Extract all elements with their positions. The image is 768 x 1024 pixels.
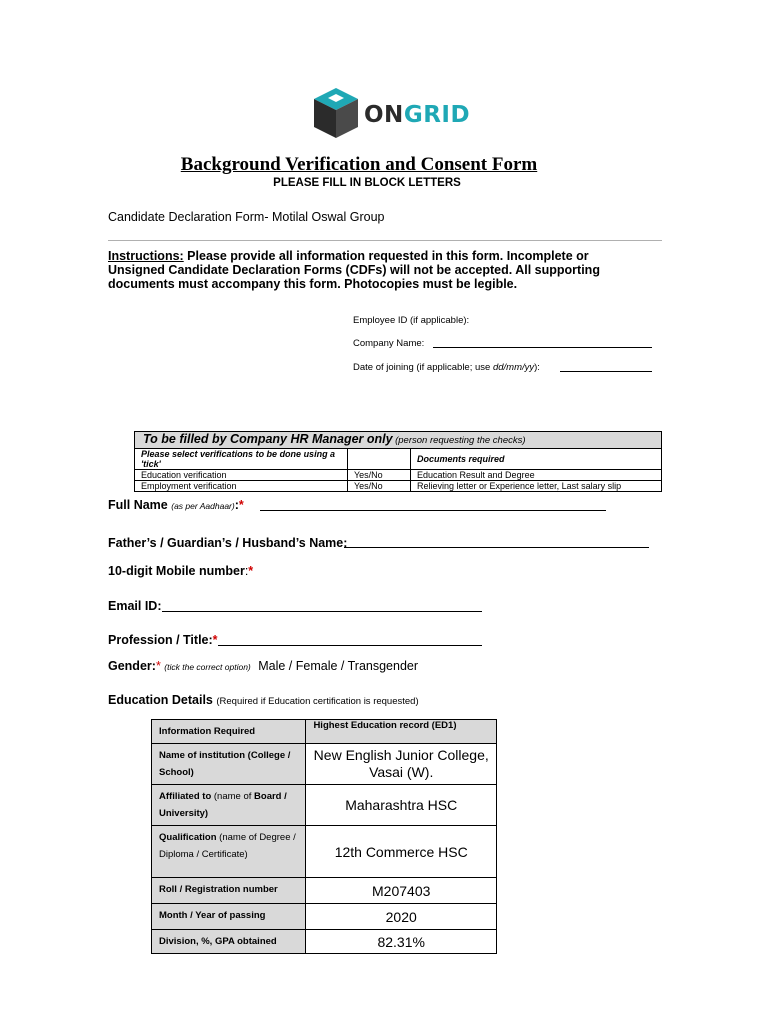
- hr-table-title: To be filled by Company HR Manager only (person requesting the checks): [135, 432, 662, 449]
- divider: [108, 240, 662, 241]
- edu-label-passing: Month / Year of passing: [152, 904, 306, 930]
- edu-label-roll: Roll / Registration number: [152, 878, 306, 904]
- form-name: Candidate Declaration Form- Motilal Oswal Group: [108, 210, 385, 224]
- father-name-field[interactable]: [344, 547, 649, 548]
- edu-label-qualification: Qualification (name of Degree / Diploma / Certificate): [152, 826, 306, 878]
- instructions: [108, 249, 648, 291]
- edu-value-division: 82.31%: [306, 930, 497, 954]
- hr-verification-table: To be filled by Company HR Manager only (person requesting the checks) Please select verifications to be done using a 'tick' Documents required Education verification Yes/No Education Result and Degree Employment verification Yes/No Relieving letter or Experience letter, Last salary slip: [134, 431, 662, 492]
- profession-field[interactable]: [218, 645, 482, 646]
- gender-row: Gender:* (tick the correct option) Male / Female / Transgender: [108, 659, 419, 673]
- page-title: Background Verification and Consent Form: [180, 154, 538, 175]
- edu-value-qualification: 12th Commerce HSC: [306, 826, 497, 878]
- mobile-label: 10-digit Mobile number:*: [108, 564, 254, 578]
- full-name-field[interactable]: [260, 510, 606, 511]
- date-of-joining-label: Date of joining (if applicable; use dd/mm/yy):: [353, 362, 540, 373]
- gender-options[interactable]: Male / Female / Transgender: [258, 659, 419, 673]
- employee-id-label: Employee ID (if applicable):: [353, 315, 470, 326]
- logo-wordmark: ONGRID: [364, 102, 471, 128]
- hr-table-row: Education verification: [135, 470, 348, 481]
- cube-logo-icon: [312, 86, 360, 140]
- email-label: Email ID:: [108, 599, 162, 613]
- father-name-label: Father’s / Guardian’s / Husband’s Name:: [108, 536, 348, 550]
- col-header-info: Information Required: [152, 720, 306, 744]
- edu-value-roll: M207403: [306, 878, 497, 904]
- edu-label-division: Division, %, GPA obtained: [152, 930, 306, 954]
- company-name-field[interactable]: [433, 347, 652, 348]
- full-name-label: Full Name (as per Aadhaar):*: [108, 498, 244, 512]
- instructions-label: Instructions:: [108, 249, 184, 263]
- edu-label-institution: Name of institution (College / School): [152, 744, 306, 785]
- yes-no-option[interactable]: Yes/No: [348, 481, 411, 492]
- col-header-record: Highest Education record (ED1): [306, 720, 497, 744]
- company-logo: [312, 86, 471, 142]
- date-of-joining-field[interactable]: [560, 371, 652, 372]
- hr-table-row: Employment verification: [135, 481, 348, 492]
- edu-value-affiliated: Maharashtra HSC: [306, 785, 497, 826]
- instructions-text: Please provide all information requested in this form. Incomplete or Unsigned Candidate Declaration Forms (CDFs) will not be accepted. All supporting documents must accompany this form. Photocopies must be legible.: [108, 249, 600, 291]
- email-field[interactable]: [162, 611, 482, 612]
- hr-table-header: Please select verifications to be done using a 'tick': [135, 449, 348, 470]
- edu-value-institution: New English Junior College, Vasai (W).: [306, 744, 497, 785]
- page-subtitle: PLEASE FILL IN BLOCK LETTERS: [273, 177, 461, 189]
- edu-value-passing: 2020: [306, 904, 497, 930]
- education-table: [151, 719, 497, 954]
- education-heading: Education Details (Required if Education certification is requested): [108, 693, 419, 707]
- profession-label: Profession / Title:*: [108, 633, 218, 647]
- yes-no-option[interactable]: Yes/No: [348, 470, 411, 481]
- edu-label-affiliated: Affiliated to (name of Board / University): [152, 785, 306, 826]
- company-name-label: Company Name:: [353, 338, 425, 349]
